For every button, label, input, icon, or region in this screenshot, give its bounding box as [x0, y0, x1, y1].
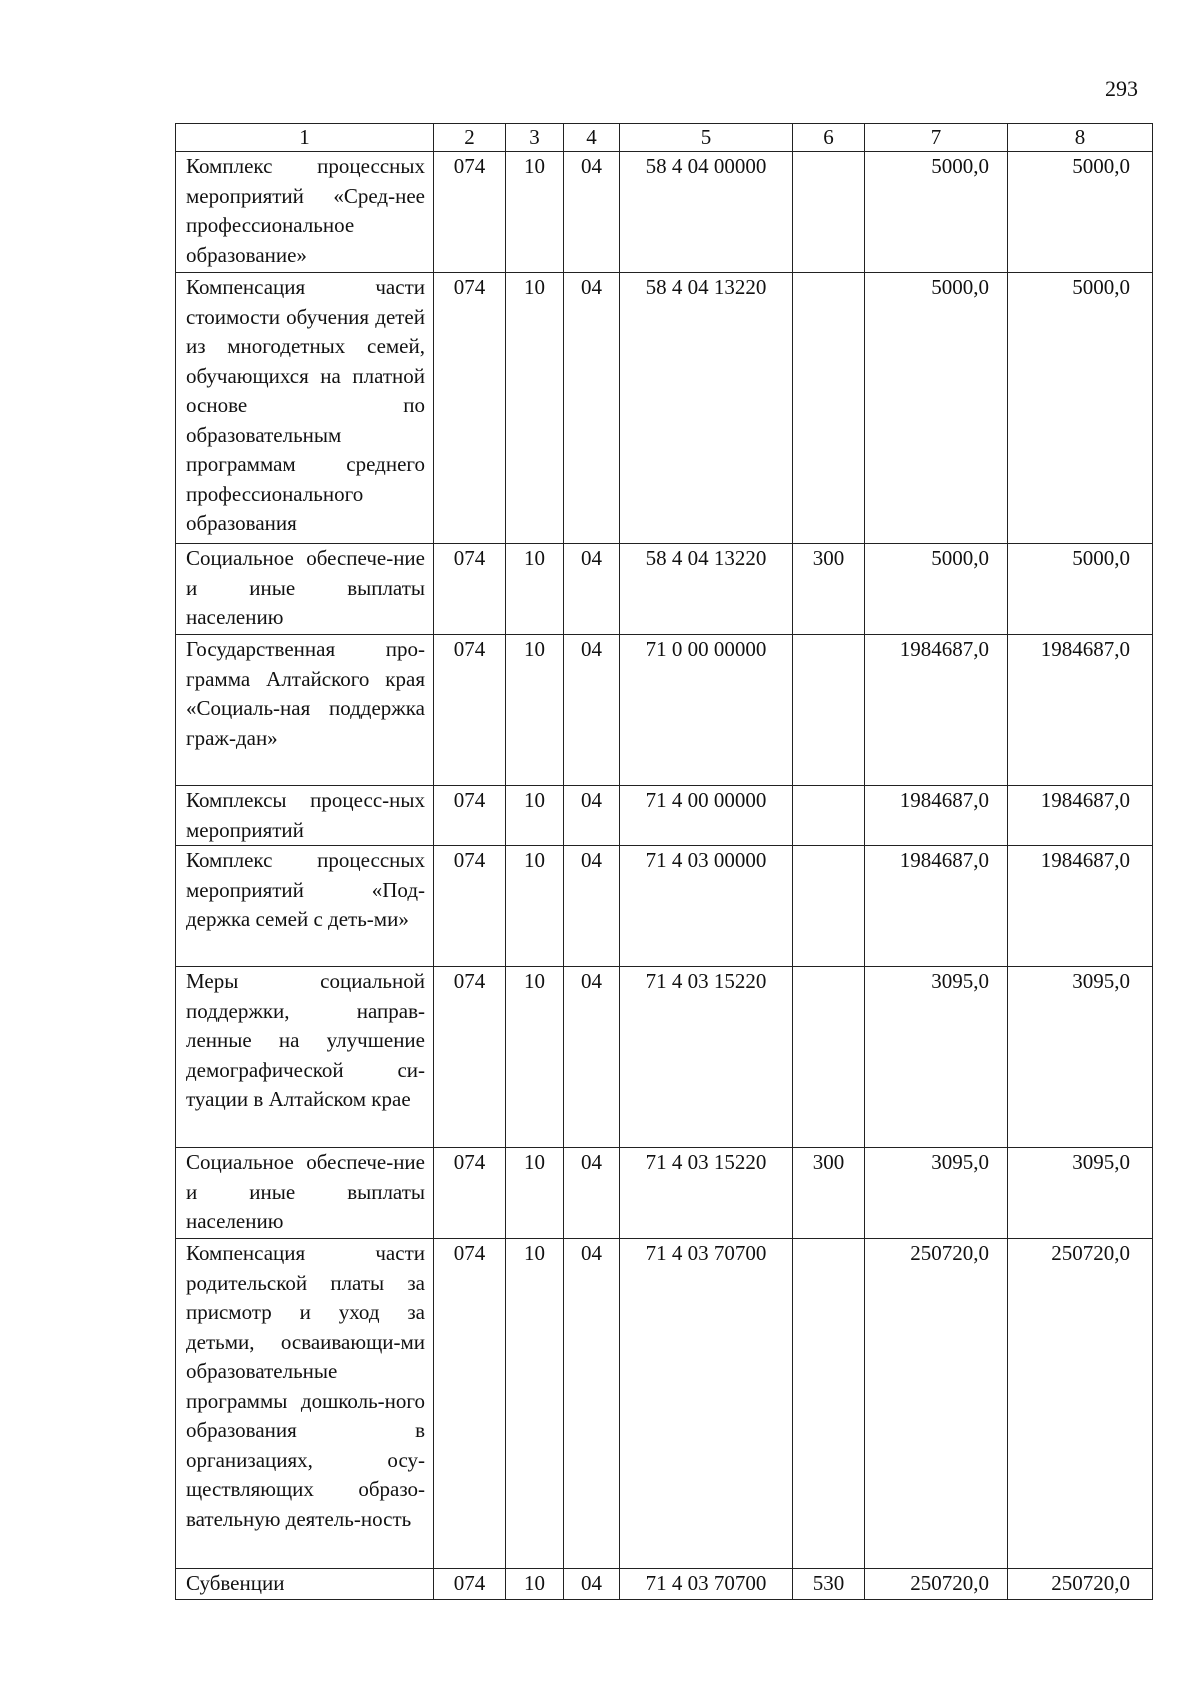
cell-col5: 58 4 04 13220 — [620, 273, 793, 544]
cell-col3: 10 — [506, 967, 564, 1148]
row-name: Социальное обеспече-ние и иные выплаты населению — [176, 544, 434, 635]
cell-col6 — [793, 786, 865, 846]
page-number: 293 — [1105, 76, 1138, 101]
row-name: Комплекс процессных мероприятий «Под-держка семей с деть-ми» — [176, 846, 434, 967]
cell-col3: 10 — [506, 1239, 564, 1569]
cell-col5: 71 4 03 00000 — [620, 846, 793, 967]
cell-col6 — [793, 967, 865, 1148]
column-header-5: 5 — [620, 124, 793, 152]
cell-col4: 04 — [564, 152, 620, 273]
table-row — [176, 273, 1153, 544]
cell-col6 — [793, 152, 865, 273]
cell-col7: 1984687,0 — [865, 635, 1008, 786]
cell-col4: 04 — [564, 846, 620, 967]
cell-col4: 04 — [564, 1148, 620, 1239]
cell-col7: 5000,0 — [865, 152, 1008, 273]
cell-col2: 074 — [434, 786, 506, 846]
cell-col8: 5000,0 — [1008, 544, 1153, 635]
cell-col8: 5000,0 — [1008, 273, 1153, 544]
cell-col2: 074 — [434, 846, 506, 967]
column-header-8: 8 — [1008, 124, 1153, 152]
cell-col2: 074 — [434, 635, 506, 786]
cell-col5: 71 4 03 15220 — [620, 967, 793, 1148]
cell-col3: 10 — [506, 635, 564, 786]
cell-col6 — [793, 846, 865, 967]
header-row — [176, 124, 1153, 152]
cell-col8: 5000,0 — [1008, 152, 1153, 273]
table-row — [176, 1148, 1153, 1239]
cell-col2: 074 — [434, 967, 506, 1148]
row-name: Социальное обеспече-ние и иные выплаты населению — [176, 1148, 434, 1239]
cell-col5: 58 4 04 13220 — [620, 544, 793, 635]
cell-col5: 71 4 03 70700 — [620, 1569, 793, 1600]
cell-col7: 5000,0 — [865, 544, 1008, 635]
cell-col5: 71 4 00 00000 — [620, 786, 793, 846]
cell-col6 — [793, 1239, 865, 1569]
cell-col7: 250720,0 — [865, 1569, 1008, 1600]
cell-col5: 71 4 03 70700 — [620, 1239, 793, 1569]
cell-col7: 3095,0 — [865, 1148, 1008, 1239]
cell-col8: 1984687,0 — [1008, 635, 1153, 786]
cell-col8: 3095,0 — [1008, 967, 1153, 1148]
cell-col7: 3095,0 — [865, 967, 1008, 1148]
column-header-3: 3 — [506, 124, 564, 152]
row-name: Комплекс процессных мероприятий «Сред-нее профессиональное образование» — [176, 152, 434, 273]
table-row — [176, 152, 1153, 273]
cell-col7: 1984687,0 — [865, 846, 1008, 967]
cell-col3: 10 — [506, 273, 564, 544]
cell-col2: 074 — [434, 1569, 506, 1600]
cell-col7: 5000,0 — [865, 273, 1008, 544]
cell-col7: 250720,0 — [865, 1239, 1008, 1569]
row-name: Компенсация части стоимости обучения детей из многодетных семей, обучающихся на платной основе по образовательным программам среднего профессионального образования — [176, 273, 434, 544]
table-row — [176, 1569, 1153, 1600]
cell-col2: 074 — [434, 544, 506, 635]
cell-col5: 71 4 03 15220 — [620, 1148, 793, 1239]
row-name: Меры социальной поддержки, направ-ленные на улучшение демографической си-туации в Алтайском крае — [176, 967, 434, 1148]
cell-col6: 300 — [793, 544, 865, 635]
cell-col2: 074 — [434, 273, 506, 544]
cell-col2: 074 — [434, 1148, 506, 1239]
cell-col2: 074 — [434, 152, 506, 273]
table-row — [176, 544, 1153, 635]
cell-col8: 250720,0 — [1008, 1569, 1153, 1600]
table-row — [176, 635, 1153, 786]
cell-col4: 04 — [564, 635, 620, 786]
cell-col4: 04 — [564, 967, 620, 1148]
row-name: Субвенции — [176, 1569, 434, 1600]
table-row — [176, 967, 1153, 1148]
cell-col3: 10 — [506, 1148, 564, 1239]
cell-col6 — [793, 273, 865, 544]
row-name: Комплексы процесс-ных мероприятий — [176, 786, 434, 846]
row-name: Компенсация части родительской платы за присмотр и уход за детьми, осваивающи-ми образовательные программы дошколь-ного образования в организациях, осу-ществляющих образо-вательную деятель-ность — [176, 1239, 434, 1569]
cell-col4: 04 — [564, 1239, 620, 1569]
column-header-2: 2 — [434, 124, 506, 152]
cell-col4: 04 — [564, 1569, 620, 1600]
column-header-1: 1 — [176, 124, 434, 152]
column-header-7: 7 — [865, 124, 1008, 152]
row-name: Государственная про-грамма Алтайского края «Социаль-ная поддержка граж-дан» — [176, 635, 434, 786]
table-row — [176, 846, 1153, 967]
column-header-6: 6 — [793, 124, 865, 152]
cell-col6: 530 — [793, 1569, 865, 1600]
cell-col5: 58 4 04 00000 — [620, 152, 793, 273]
cell-col7: 1984687,0 — [865, 786, 1008, 846]
cell-col3: 10 — [506, 544, 564, 635]
cell-col8: 1984687,0 — [1008, 846, 1153, 967]
budget-table — [175, 123, 1153, 1600]
cell-col8: 250720,0 — [1008, 1239, 1153, 1569]
table-row — [176, 1239, 1153, 1569]
cell-col3: 10 — [506, 786, 564, 846]
cell-col6: 300 — [793, 1148, 865, 1239]
cell-col4: 04 — [564, 273, 620, 544]
cell-col6 — [793, 635, 865, 786]
cell-col4: 04 — [564, 786, 620, 846]
table-row — [176, 786, 1153, 846]
cell-col2: 074 — [434, 1239, 506, 1569]
column-header-4: 4 — [564, 124, 620, 152]
cell-col3: 10 — [506, 152, 564, 273]
cell-col5: 71 0 00 00000 — [620, 635, 793, 786]
cell-col3: 10 — [506, 1569, 564, 1600]
cell-col4: 04 — [564, 544, 620, 635]
cell-col8: 3095,0 — [1008, 1148, 1153, 1239]
cell-col3: 10 — [506, 846, 564, 967]
cell-col8: 1984687,0 — [1008, 786, 1153, 846]
